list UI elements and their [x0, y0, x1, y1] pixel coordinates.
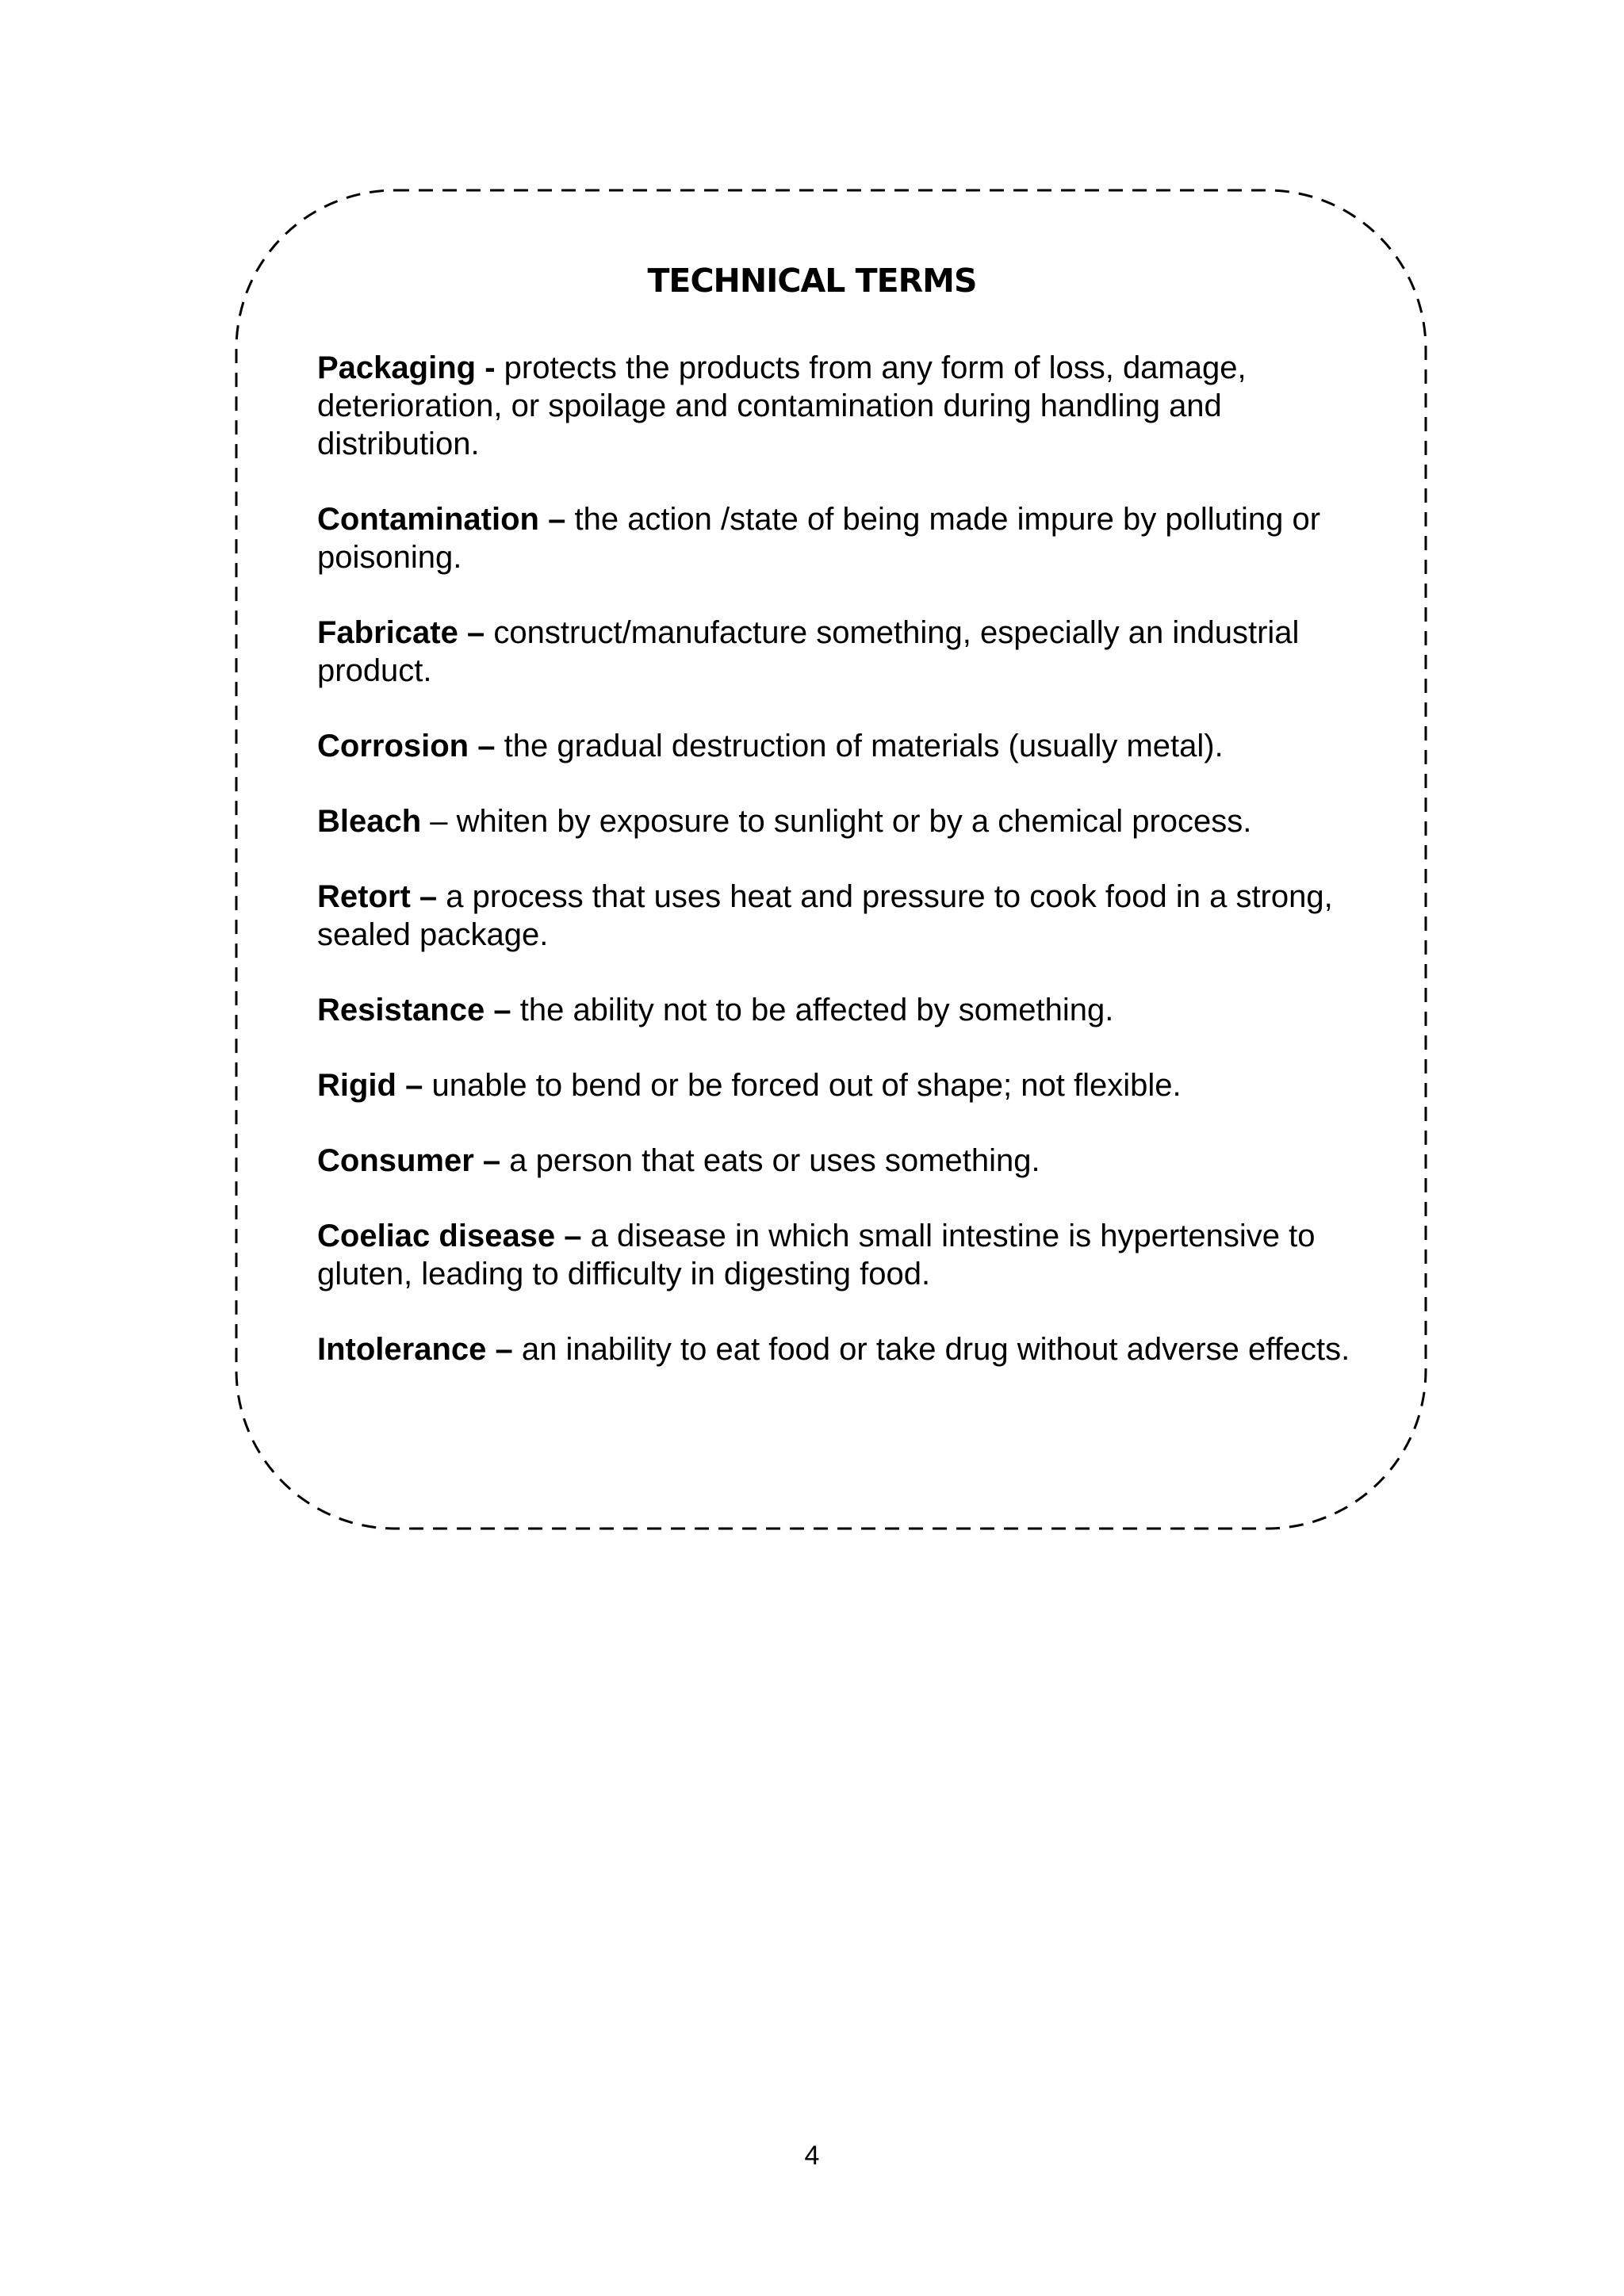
- term-word: Fabricate: [317, 615, 458, 650]
- term-word: Resistance: [317, 993, 485, 1027]
- term-entry: [317, 878, 1372, 954]
- term-separator: –: [555, 1219, 591, 1253]
- term-entry: [317, 1142, 1372, 1180]
- term-word: Rigid: [317, 1068, 396, 1103]
- term-entry: [317, 614, 1372, 690]
- term-entry: [317, 1217, 1372, 1293]
- term-word: Consumer: [317, 1143, 474, 1178]
- term-separator: –: [473, 1143, 510, 1178]
- term-separator: –: [538, 502, 575, 537]
- term-word: Bleach: [317, 804, 422, 839]
- term-word: Intolerance: [317, 1332, 487, 1367]
- page-number: 4: [804, 2141, 820, 2171]
- term-definition: whiten by exposure to sunlight or by a chemical process.: [456, 804, 1252, 839]
- term-entry: [317, 349, 1372, 463]
- term-separator: –: [421, 804, 457, 839]
- term-separator: –: [410, 879, 446, 914]
- term-word: Coeliac disease: [317, 1219, 556, 1253]
- term-definition: the ability not to be affected by something.: [519, 993, 1114, 1027]
- term-separator: –: [485, 993, 520, 1027]
- term-entry: [317, 802, 1372, 840]
- term-definition: an inability to eat food or take drug without adverse effects.: [521, 1332, 1350, 1367]
- term-word: Corrosion: [317, 729, 469, 763]
- terms-list: [317, 349, 1372, 1406]
- term-word: Retort: [317, 879, 411, 914]
- term-definition: the action /state of being made impure by polluting or poisoning.: [317, 502, 1321, 575]
- term-definition: a process that uses heat and pressure to cook food in a strong, sealed package.: [317, 879, 1333, 952]
- term-definition: protects the products from any form of loss, damage, deterioration, or spoilage and contamination during handling and distribution.: [317, 350, 1247, 461]
- term-definition: construct/manufacture something, especially an industrial product.: [317, 615, 1300, 688]
- term-word: Packaging: [317, 350, 477, 385]
- term-definition: the gradual destruction of materials (usually metal).: [504, 729, 1224, 763]
- term-definition: a disease in which small intestine is hypertensive to gluten, leading to difficulty in digesting food.: [317, 1219, 1316, 1292]
- term-separator: –: [396, 1068, 432, 1103]
- term-entry: [317, 500, 1372, 576]
- term-separator: –: [458, 615, 494, 650]
- term-word: Contamination: [317, 502, 539, 537]
- term-entry: [317, 1066, 1372, 1104]
- term-entry: [317, 991, 1372, 1029]
- term-entry: [317, 727, 1372, 765]
- term-separator: –: [486, 1332, 522, 1367]
- term-separator: –: [469, 729, 504, 763]
- term-separator: -: [476, 350, 504, 385]
- page-title: TECHNICAL TERMS: [647, 262, 977, 300]
- term-entry: [317, 1330, 1372, 1368]
- term-definition: a person that eats or uses something.: [509, 1143, 1040, 1178]
- term-definition: unable to bend or be forced out of shape; not flexible.: [431, 1068, 1182, 1103]
